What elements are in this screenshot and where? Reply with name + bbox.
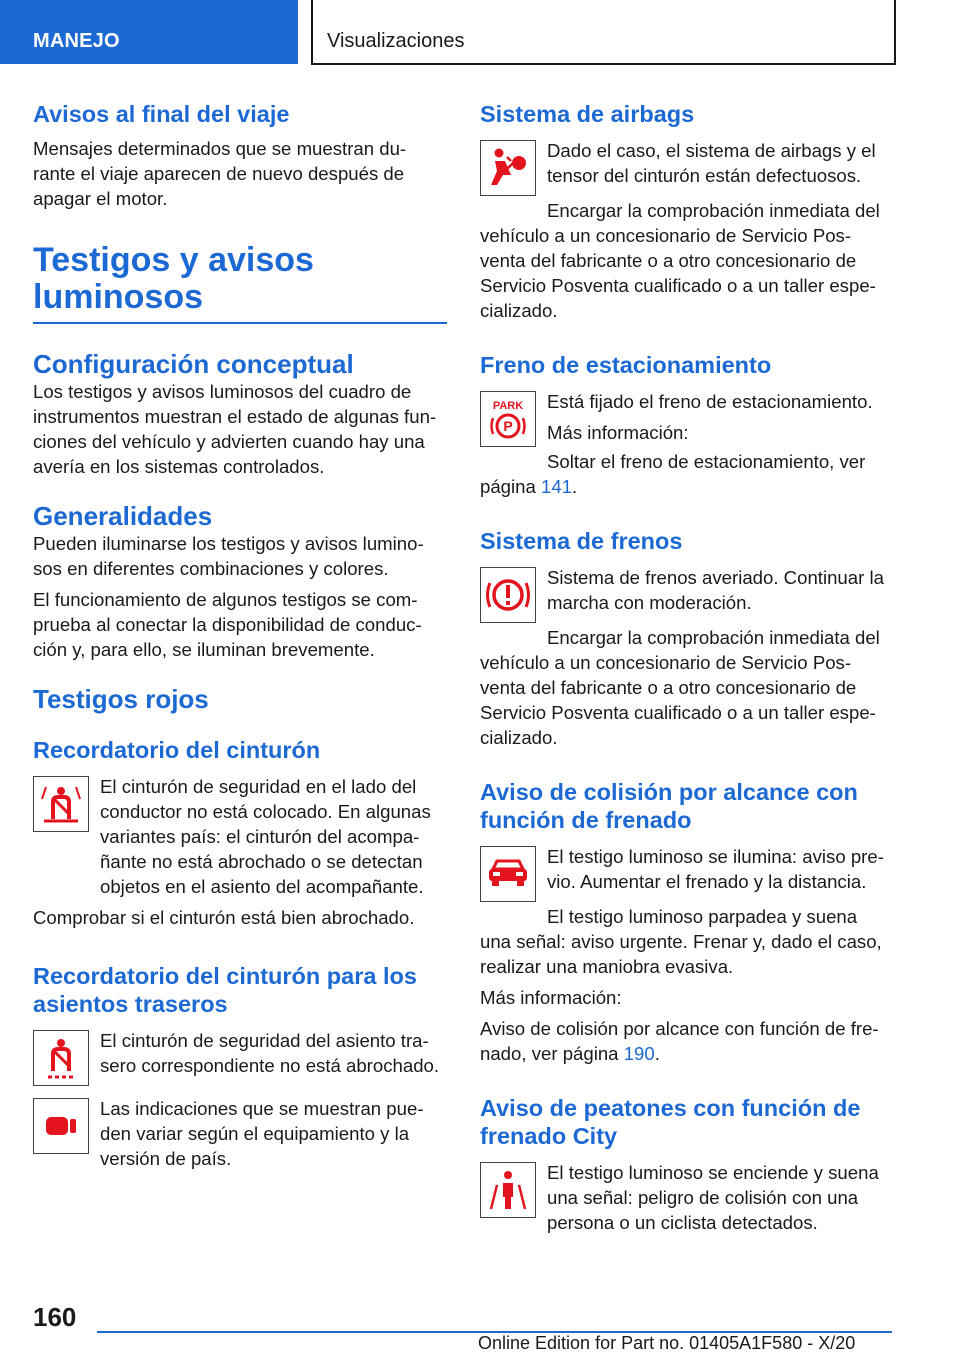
header-chapter-label: Visualizaciones <box>327 30 465 52</box>
traseros-text: El cinturón de seguridad del asiento tra-sero correspondiente no está abrochado. <box>100 1030 440 1076</box>
freno-heading: Freno de estacionamiento <box>480 352 772 378</box>
cinturon-check: Comprobar si el cinturón está bien abrochado. <box>33 907 415 928</box>
cinturon-text: El cinturón de seguridad en el lado del conductor no está colocado. En algunas variantes país: el cinturón del acompa-ñante no está abrochado o se detectan objetos en el asiento del acompañante. <box>100 776 431 897</box>
rear-seatbelt-warning-icon <box>33 1030 89 1086</box>
freno-text: Está fijado el freno de estacionamiento. <box>547 391 873 412</box>
colision-more: Más información: <box>480 987 622 1008</box>
frenos-entry <box>480 565 888 625</box>
page-number: 160 <box>33 1302 77 1332</box>
seatbelt-warning-icon <box>33 776 89 832</box>
park-label: PARK <box>492 400 524 412</box>
header-section-tab[interactable] <box>0 0 298 64</box>
header-chapter-box <box>311 0 896 65</box>
freno-entry <box>480 389 888 449</box>
freno-more: Más información: <box>547 422 689 443</box>
traseros-heading-line2: asientos traseros <box>33 991 228 1017</box>
colision-text-2: El testigo luminoso parpadea y suena una señal: aviso urgente. Frenar y, dado el caso, realizar una maniobra evasiva. <box>480 906 882 977</box>
colision-ref: Aviso de colisión por alcance con función de fre-nado, ver página 190. <box>480 1018 879 1064</box>
frenos-text-2: Encargar la comprobación inmediata del vehículo a un concesionario de Servicio Pos-venta del fabricante o a otro concesionario de Servicio Posventa cualificado o a un taller espe-cializado. <box>480 627 880 748</box>
colision-heading-line1: Aviso de colisión por alcance con <box>480 779 858 805</box>
airbag-warning-icon <box>480 140 536 196</box>
config-heading: Configuración conceptual <box>33 349 354 379</box>
peatones-text: El testigo luminoso se enciende y suena una señal: peligro de colisión con una persona o un ciclista detectados. <box>547 1162 879 1233</box>
footer-edition: Online Edition for Part no. 01405A1F580 - X/20 <box>478 1333 856 1353</box>
collision-warning-icon <box>480 846 536 902</box>
freno-page-link[interactable]: 141 <box>541 476 573 497</box>
rear-seat-indicator-icon <box>33 1098 89 1154</box>
colision-entry <box>480 844 888 904</box>
testigos-heading-line1: Testigos y avisos <box>33 241 314 279</box>
testigos-heading-line2: luminosos <box>33 278 204 316</box>
colision-heading-line2: función de frenado <box>480 807 692 833</box>
rojos-heading: Testigos rojos <box>33 684 209 714</box>
traseros-text-2: Las indicaciones que se muestran pue-den variar según el equipamiento y la versión de país. <box>100 1098 424 1169</box>
pedestrian-warning-icon <box>480 1162 536 1218</box>
cinturon-heading: Recordatorio del cinturón <box>33 737 321 763</box>
peatones-heading-line2: frenado City <box>480 1123 618 1149</box>
avisos-heading: Avisos al final del viaje <box>33 101 290 127</box>
general-text-2: El funcionamiento de algunos testigos se com-prueba al conectar la disponibilidad de conduc-ción y, para ello, se iluminan brevemente. <box>33 589 422 660</box>
frenos-text: Sistema de frenos averiado. Continuar la marcha con moderación. <box>547 567 884 613</box>
config-text: Los testigos y avisos luminosos del cuadro de instrumentos muestran el estado de algunas fun-ciones del vehículo y advierten cuando hay una avería en los sistemas controlados. <box>33 381 437 477</box>
right-column <box>480 100 888 1241</box>
left-column <box>33 100 447 1177</box>
airbags-text-2: Encargar la comprobación inmediata del vehículo a un concesionario de Servicio Pos-venta del fabricante o a otro concesionario de Servicio Posventa cualificado o a un taller espe-cializado. <box>480 200 880 321</box>
colision-ref-text: Aviso de colisión por alcance con función de fre-nado, ver página <box>480 1018 879 1064</box>
peatones-heading-line1: Aviso de peatones con función de <box>480 1095 861 1121</box>
brake-system-warning-icon <box>480 567 536 623</box>
airbags-heading: Sistema de airbags <box>480 101 695 127</box>
traseros-entry-2 <box>33 1096 447 1171</box>
avisos-text: Mensajes determinados que se muestran du-rante el viaje aparecen de nuevo después de apagar el motor. <box>33 138 407 209</box>
freno-ref-text: Soltar el freno de estacionamiento, ver página <box>480 451 866 497</box>
header-section-label: MANEJO <box>33 30 120 52</box>
traseros-heading-line1: Recordatorio del cinturón para los <box>33 963 417 989</box>
airbags-text: Dado el caso, el sistema de airbags y el tensor del cinturón están defectuosos. <box>547 140 876 186</box>
general-heading: Generalidades <box>33 501 213 531</box>
colision-page-link[interactable]: 190 <box>623 1043 655 1064</box>
frenos-heading: Sistema de frenos <box>480 528 683 554</box>
colision-text: El testigo luminoso se ilumina: aviso pre-vio. Aumentar el frenado y la distancia. <box>547 846 884 892</box>
traseros-entry <box>33 1028 447 1092</box>
peatones-entry <box>480 1160 888 1235</box>
park-p-label: P <box>503 418 513 434</box>
cinturon-entry <box>33 774 447 899</box>
airbags-entry <box>480 138 888 198</box>
general-text-1: Pueden iluminarse los testigos y avisos lumino-sos en diferentes combinaciones y colores. <box>33 533 424 579</box>
parking-brake-icon <box>480 391 536 447</box>
freno-ref: Soltar el freno de estacionamiento, ver página 141. <box>480 451 866 497</box>
